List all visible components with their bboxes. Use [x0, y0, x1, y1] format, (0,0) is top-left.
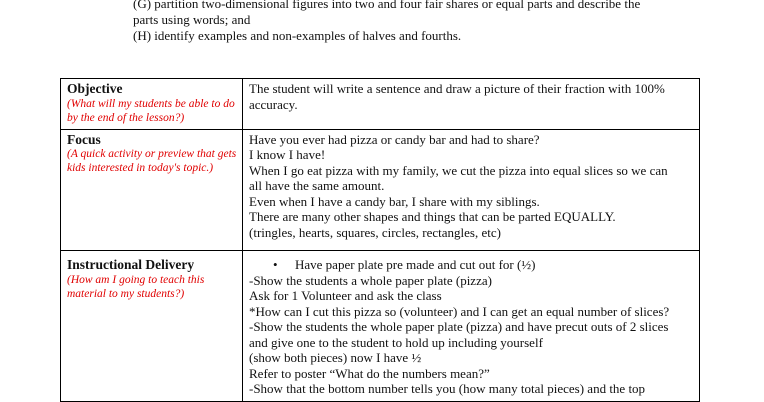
delivery-line: and give one to the student to hold up including yourself: [249, 334, 543, 350]
delivery-header-cell: [61, 251, 243, 402]
objective-header-cell: [61, 79, 243, 130]
focus-line: all have the same amount.: [249, 178, 385, 193]
focus-line: I know I have!: [249, 147, 326, 162]
delivery-bullet-text: Have paper plate pre made and cut out for (½): [295, 257, 536, 272]
bullet-icon: •: [273, 257, 278, 272]
objective-row: [61, 79, 700, 130]
standards-list: [133, 0, 733, 44]
delivery-line: (show both pieces) now I have ½: [249, 350, 422, 365]
delivery-line: *How can I cut this pizza so (volunteer) and I can get an equal number of slices?: [249, 303, 670, 319]
focus-title: Focus: [67, 131, 101, 147]
delivery-title: Instructional Delivery: [67, 257, 195, 272]
delivery-line: Refer to poster “What do the numbers mean?”: [249, 365, 490, 381]
focus-line: When I go eat pizza with my family, we cut the pizza into equal slices so we can: [249, 162, 668, 178]
delivery-line: -Show the students the whole paper plate (pizza) and have precut outs of 2 slices: [249, 319, 669, 334]
focus-note: (A quick activity or preview that gets kids interested in today's topic.): [67, 148, 237, 174]
objective-line: accuracy.: [249, 96, 298, 112]
objective-content-cell: [243, 79, 700, 130]
focus-line: (tringles, hearts, squares, circles, rectangles, etc): [249, 224, 501, 240]
delivery-line: -Show that the bottom number tells you (how many total pieces) and the top: [249, 381, 646, 396]
focus-content-cell: [243, 129, 700, 251]
standard-g-line1: (G) partition two-dimensional figures into two and four fair shares or equal parts and describe the: [133, 0, 641, 11]
lesson-plan-table: [60, 78, 700, 402]
focus-line: Have you ever had pizza or candy bar and had to share?: [249, 131, 540, 147]
standard-g-line2: parts using words; and: [133, 12, 251, 27]
standard-h: (H) identify examples and non-examples of halves and fourths.: [133, 28, 462, 43]
focus-line: Even when I have a candy bar, I share with my siblings.: [249, 193, 540, 209]
delivery-content-cell: [243, 251, 700, 402]
delivery-bullet-line: [249, 257, 694, 273]
delivery-note: (How am I going to teach this material to my students?): [67, 273, 205, 300]
focus-header-cell: [61, 129, 243, 251]
objective-title: Objective: [67, 81, 123, 96]
focus-line: There are many other shapes and things that can be parted EQUALLY.: [249, 209, 616, 224]
objective-line: The student will write a sentence and draw a picture of their fraction with 100%: [249, 81, 665, 96]
delivery-row: [61, 251, 700, 402]
objective-note: (What will my students be able to do by the end of the lesson?): [67, 97, 235, 124]
focus-row: [61, 129, 700, 251]
delivery-line: -Show the students a whole paper plate (pizza): [249, 272, 492, 288]
delivery-line: Ask for 1 Volunteer and ask the class: [249, 288, 442, 303]
